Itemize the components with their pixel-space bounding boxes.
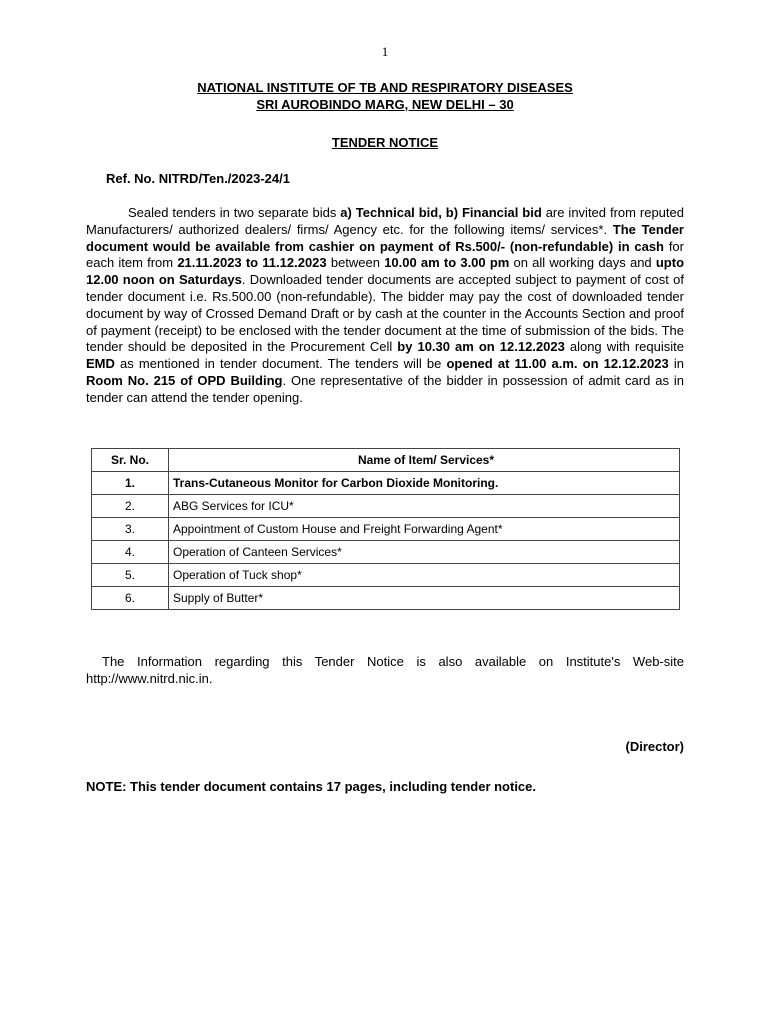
- body-text-9: in: [668, 356, 684, 372]
- row-item: ABG Services for ICU*: [169, 495, 680, 518]
- body-text-4: between: [326, 255, 385, 271]
- row-item: Operation of Tuck shop*: [169, 564, 680, 587]
- row-sr: 3.: [92, 518, 169, 541]
- body-bold-2: The Tender document would be available from cashier on payment of Rs.500/- (non-refundable) in cash: [86, 221, 684, 254]
- row-sr: 6.: [92, 587, 169, 610]
- body-text-5: on all working days and: [509, 255, 656, 271]
- body-bold-4: 10.00 am to 3.00 pm: [384, 255, 510, 271]
- body-bold-9: Room No. 215 of OPD Building: [86, 372, 283, 388]
- table-row: [92, 541, 680, 564]
- row-sr: 1.: [92, 472, 169, 495]
- institute-address: SRI AUROBINDO MARG, NEW DELHI – 30: [256, 97, 514, 112]
- body-bold-8: opened at 11.00 a.m. on 12.12.2023: [446, 356, 669, 372]
- body-bold-1: a) Technical bid, b) Financial bid: [340, 205, 542, 220]
- institute-name: NATIONAL INSTITUTE OF TB AND RESPIRATORY DISEASES: [197, 80, 573, 95]
- table-row: [92, 472, 680, 495]
- body-text-7: along with requisite: [564, 339, 684, 355]
- table-row: [92, 495, 680, 518]
- header-item-name: Name of Item/ Services*: [169, 449, 680, 472]
- body-text-1: Sealed tenders in two separate bids: [128, 205, 341, 220]
- table-header-row: [92, 449, 680, 472]
- signature-director: (Director): [625, 739, 684, 754]
- document-title: TENDER NOTICE: [331, 135, 439, 150]
- page-count-note: NOTE: This tender document contains 17 pages, including tender notice.: [86, 779, 537, 794]
- row-item: Supply of Butter*: [169, 587, 680, 610]
- row-item: Trans-Cutaneous Monitor for Carbon Dioxide Monitoring.: [169, 472, 680, 495]
- body-bold-6: by 10.30 am on 12.12.2023: [397, 339, 565, 355]
- body-bold-3: 21.11.2023 to 11.12.2023: [177, 255, 327, 271]
- body-text-8: as mentioned in tender document. The tenders will be: [114, 356, 447, 372]
- row-item: Appointment of Custom House and Freight Forwarding Agent*: [169, 518, 680, 541]
- table-row: [92, 518, 680, 541]
- body-text-6: . Downloaded tender documents are accepted subject to payment of cost of tender document i.e. Rs.500.00 (non-refundable). The bidder may pay the cost of downloaded tender document by way of Crossed Demand Draft or by cash at the counter in the Accounts Section and proof of payment (receipt) to be enclosed with the tender document at the time of submission of the bids. The tender should be deposited in the Procurement Cell: [86, 272, 684, 355]
- row-sr: 2.: [92, 495, 169, 518]
- body-bold-5: upto 12.00 noon on Saturdays: [86, 255, 685, 288]
- page-number: 1: [381, 44, 389, 59]
- items-table: [91, 448, 680, 610]
- website-info-text: The Information regarding this Tender Notice is also available on Institute's Web-site http://www.nitrd.nic.in.: [86, 654, 684, 686]
- table-row: [92, 564, 680, 587]
- table-row: [92, 587, 680, 610]
- row-sr: 4.: [92, 541, 169, 564]
- website-info: [86, 653, 684, 687]
- reference-number: Ref. No. NITRD/Ten./2023-24/1: [106, 171, 290, 186]
- row-sr: 5.: [92, 564, 169, 587]
- header-sr-no: Sr. No.: [92, 449, 169, 472]
- body-text-3: for each item from: [86, 238, 684, 271]
- body-bold-7: EMD: [86, 356, 115, 372]
- body-text-2: are invited from reputed Manufacturers/ authorized dealers/ firms/ Agency etc. for the following items/ services*.: [86, 205, 684, 237]
- row-item: Operation of Canteen Services*: [169, 541, 680, 564]
- tender-paragraph: [86, 205, 684, 407]
- body-text-10: . One representative of the bidder in possession of admit card as in tender can attend the tender opening.: [86, 372, 684, 405]
